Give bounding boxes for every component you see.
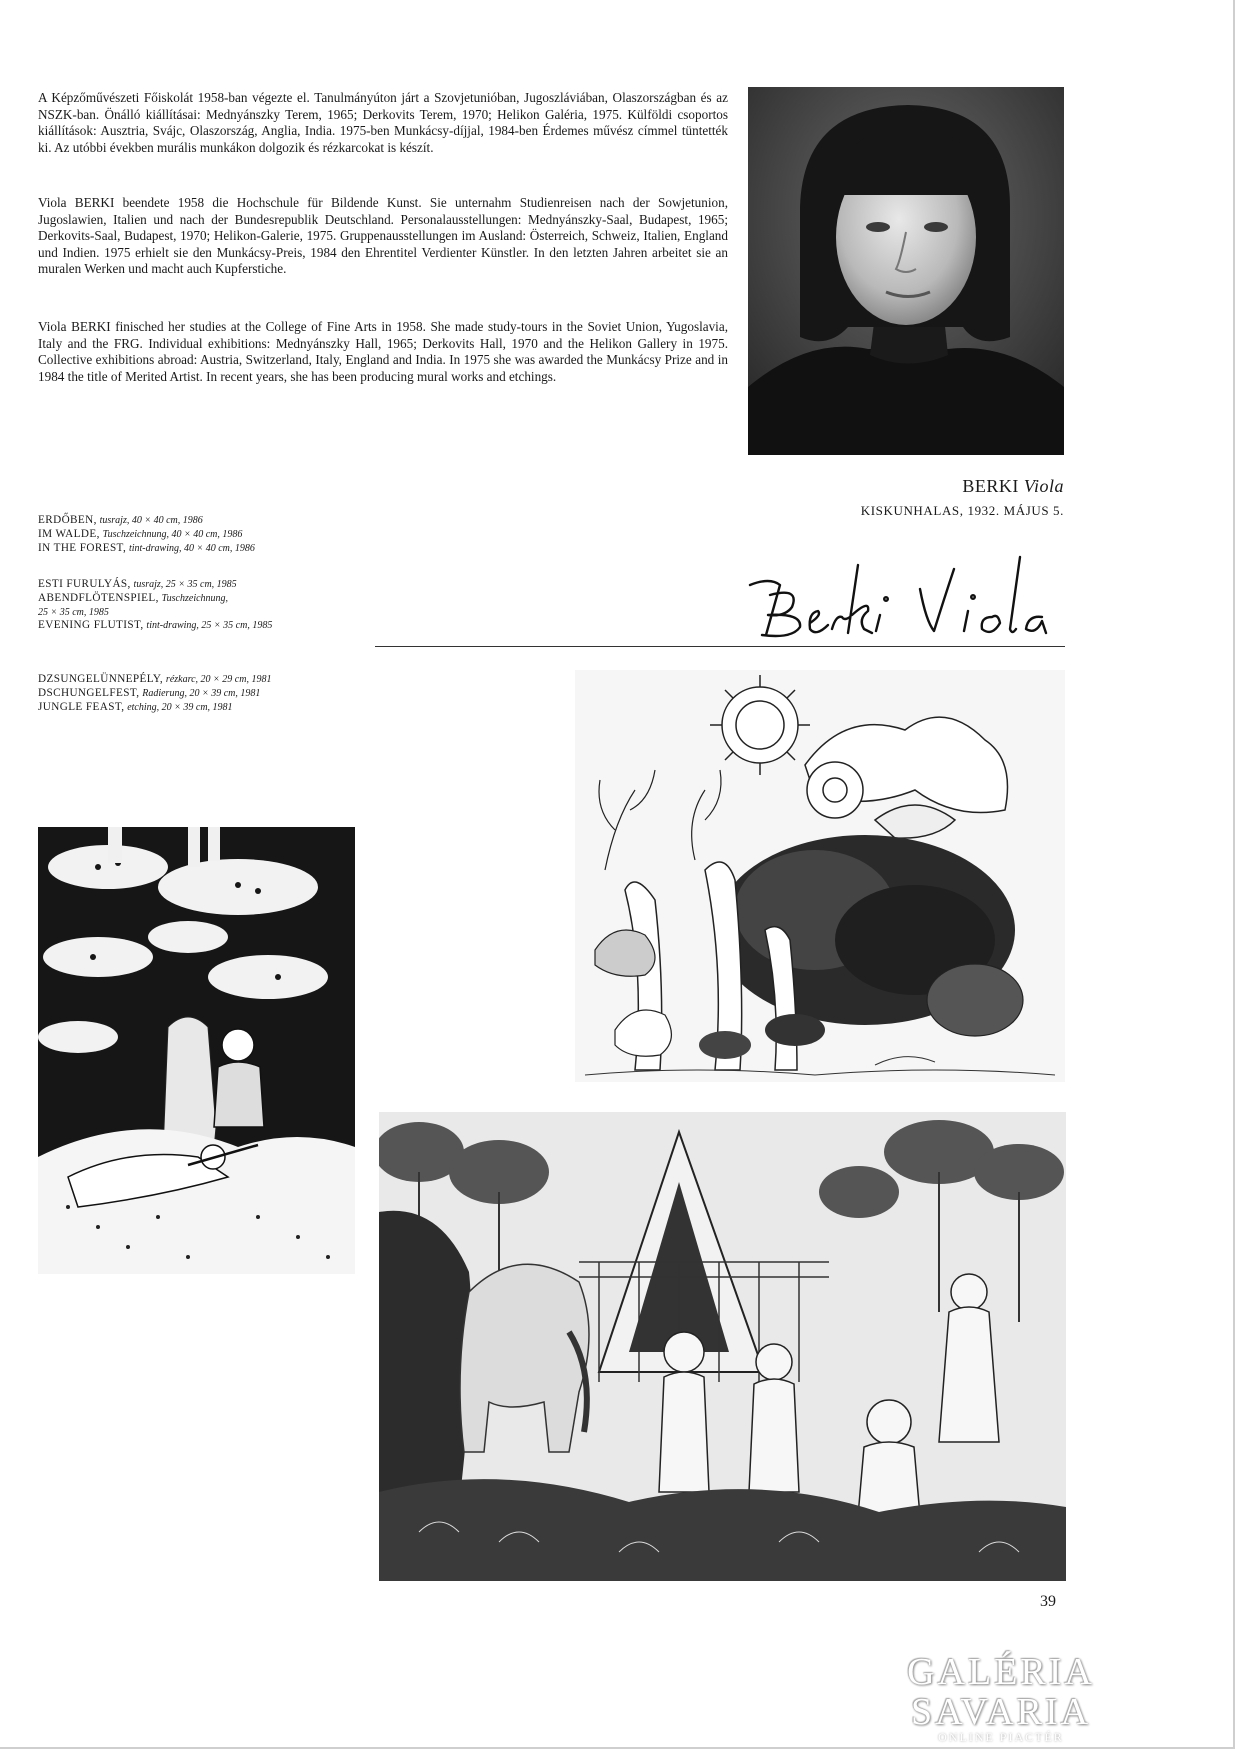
- bio-german: Viola BERKI beendete 1958 die Hochschule für Bildende Kunst. Sie unternahm Studienreisen nach der Sowjetunion, Jugoslawien, Italien und nach der Bundesrepublik Deutschland. Personalausstellungen: Mednyánszky-Saal, Budapest, 1965; Derkovits-Saal, Budapest, 1970; Helikon-Galerie, 1975. Gruppenausstellungen im Ausland: Österreich, Schweiz, Italien, England und Indien. 1975 erhielt sie den Munkácsy-Preis, 1984 den Ehrentitel Verdienter Künstler. In den letzten Jahren arbeitet sie an muralen Werken und macht auch Kupferstiche.: [38, 195, 728, 277]
- caption-jungle-feast: [38, 673, 271, 714]
- caption-line: DSCHUNGELFEST, Radierung, 20 × 39 cm, 1981: [38, 686, 261, 699]
- caption-line: ERDŐBEN, tusrajz, 40 × 40 cm, 1986: [38, 514, 203, 526]
- artwork-jungle-feast: [379, 1112, 1066, 1581]
- caption-line: IM WALDE, Tuschzeichnung, 40 × 40 cm, 1986: [38, 527, 243, 540]
- caption-forest: [38, 514, 255, 555]
- artist-portrait-photo: [748, 87, 1064, 455]
- bio-hungarian: A Képzőművészeti Főiskolát 1958-ban végezte el. Tanulmányúton járt a Szovjetunióban, Jugoszláviában, Olaszországban és az NSZK-ban. Önálló kiállításai: Mednyánszky Terem, 1965; Derkovits Terem, 1970; Helikon Galéria, 1975. Külföldi csoportos kiállítások: Ausztria, Svájc, Olaszország, Anglia, India. 1975-ben Munkácsy-díjjal, 1984-ben Érdemes művész címmel tüntették ki. Az utóbbi években murális munkákon dolgozik és rézkarcokat is készít.: [38, 90, 728, 155]
- bio-english: Viola BERKI finisched her studies at the College of Fine Arts in 1958. She made study-tours in the Soviet Union, Yugoslavia, Italy and the FRG. Individual exhibitions: Mednyánszky Hall, 1965; Derkovits Hall, 1970 and the Helikon Gallery in 1975. Collective exhibitions abroad: Austria, Switzerland, Italy, England and India. In 1975 she was awarded the Munkácsy Prize and in 1984 the title of Merited Artist. In recent years, she has been producing mural works and etchings.: [38, 319, 728, 384]
- caption-line: IN THE FOREST, tint-drawing, 40 × 40 cm, 1986: [38, 541, 255, 554]
- caption-line: ABENDFLÖTENSPIEL, Tuschzeichnung,: [38, 591, 229, 604]
- caption-line: DZSUNGELÜNNEPÉLY, rézkarc, 20 × 29 cm, 1981: [38, 673, 272, 685]
- caption-line: ESTI FURULYÁS, tusrajz, 25 × 35 cm, 1985: [38, 578, 237, 590]
- caption-line: JUNGLE FEAST, etching, 20 × 39 cm, 1981: [38, 700, 233, 713]
- artwork-in-the-forest: [575, 670, 1065, 1082]
- watermark: [846, 1652, 1156, 1745]
- section-divider: [375, 646, 1065, 647]
- artist-given-name: Viola: [1023, 476, 1064, 496]
- caption-evening-flutist: [38, 578, 272, 633]
- artwork-evening-flutist: [38, 827, 355, 1274]
- caption-line: 25 × 35 cm, 1985: [38, 606, 109, 618]
- page-number: 39: [1040, 1593, 1056, 1610]
- caption-line: EVENING FLUTIST, tint-drawing, 25 × 35 cm, 1985: [38, 619, 273, 632]
- artist-surname: BERKI: [962, 476, 1019, 496]
- artist-birth-info: KISKUNHALAS, 1932. MÁJUS 5.: [860, 503, 1064, 518]
- watermark-main: GALÉRIA SAVARIA: [907, 1651, 1095, 1733]
- artist-name: [962, 476, 1064, 497]
- watermark-sub: ONLINE PIACTÉR: [938, 1730, 1064, 1744]
- artist-signature: [730, 525, 1060, 645]
